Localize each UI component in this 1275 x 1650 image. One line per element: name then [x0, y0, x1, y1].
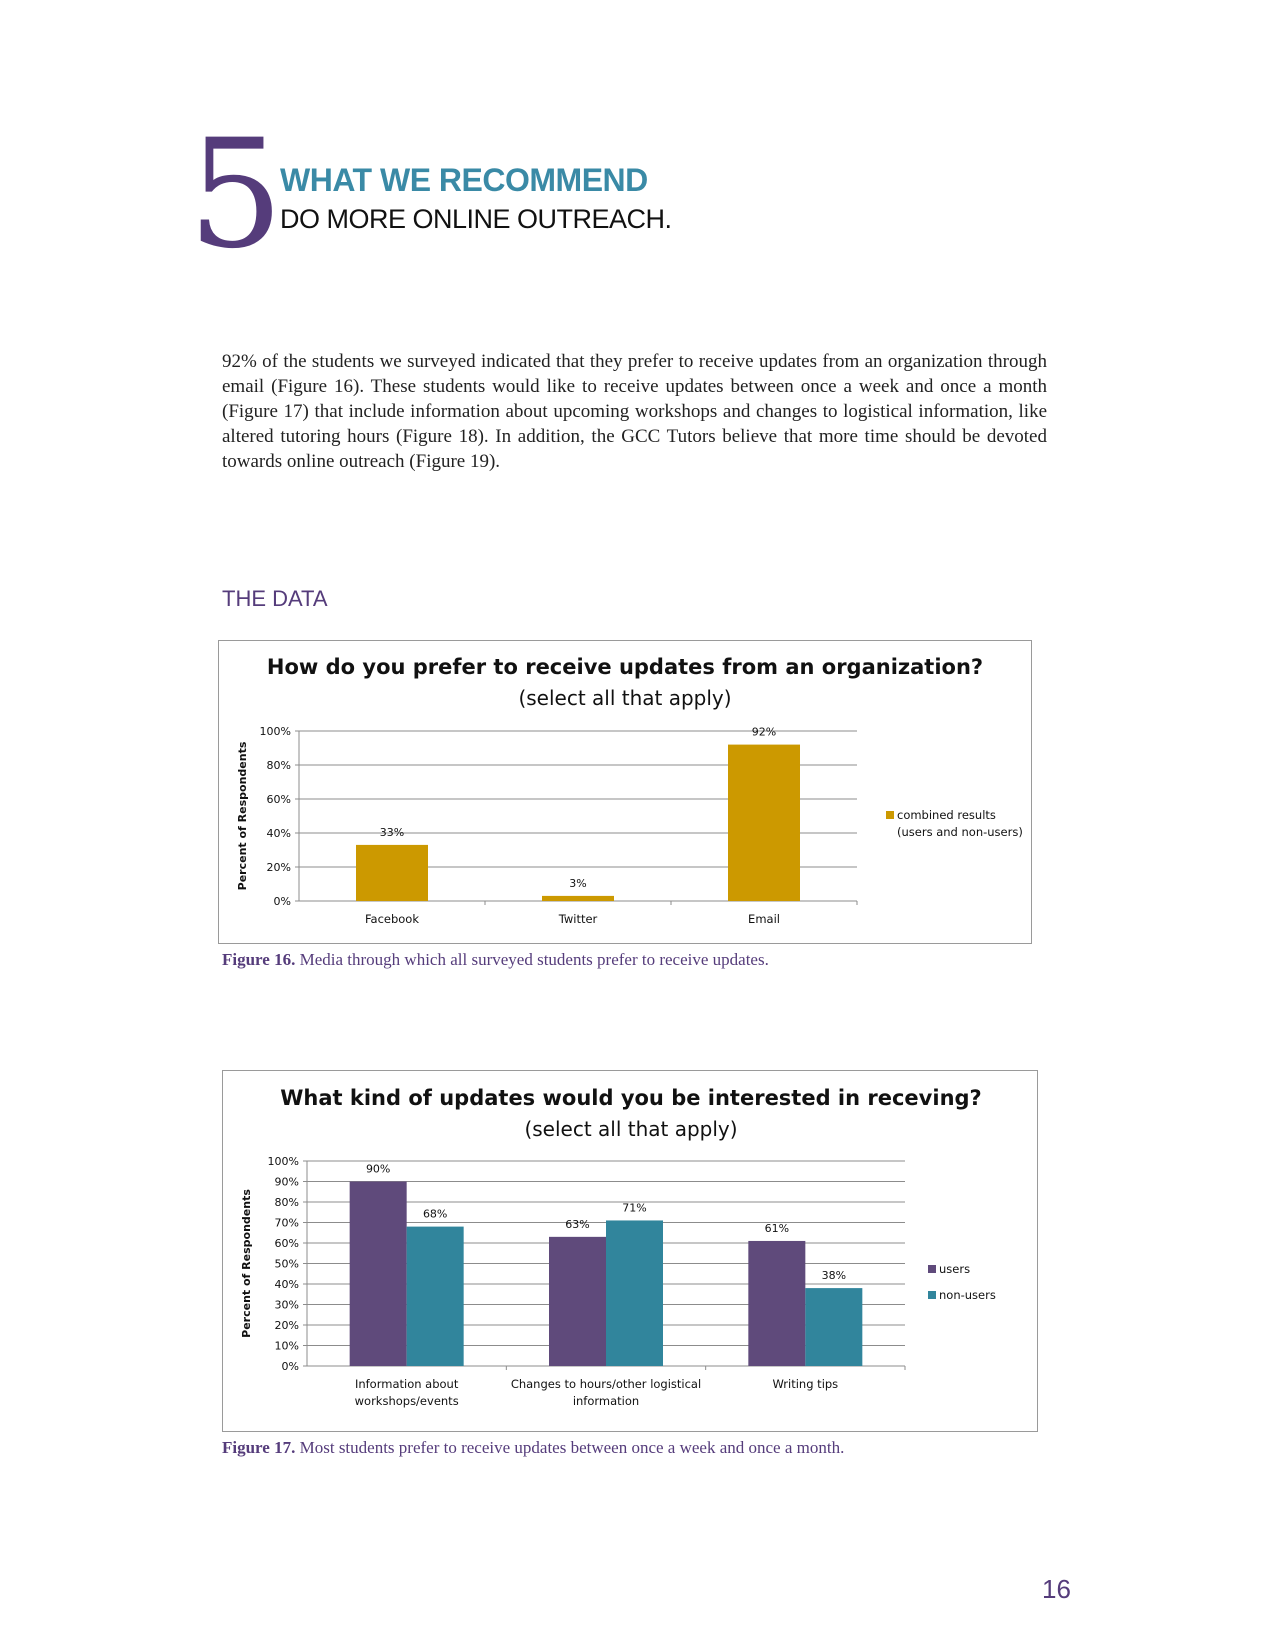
caption-17-label: Figure 17.	[222, 1438, 296, 1457]
section-number: 5	[188, 108, 284, 282]
y-tick-label: 60%	[274, 1237, 299, 1250]
bar-combined-2	[542, 896, 614, 901]
data-label: 33%	[379, 825, 405, 839]
data-label: 3%	[569, 876, 587, 890]
legend-label: combined results	[897, 808, 996, 822]
chart-17-svg	[223, 1071, 1037, 1431]
page-number: 16	[1042, 1574, 1071, 1604]
bar-combined-3	[728, 745, 800, 901]
x-tick-label: Facebook	[364, 912, 420, 926]
x-tick-label: Twitter	[558, 912, 598, 926]
y-tick-label: 60%	[266, 793, 291, 806]
y-tick-label: 100%	[267, 1155, 299, 1168]
legend-swatch	[928, 1265, 936, 1273]
chart-subtitle: (select all that apply)	[518, 686, 732, 710]
legend-label: non-users	[939, 1288, 996, 1302]
data-label: 71%	[622, 1201, 647, 1215]
y-tick-label: 40%	[266, 827, 291, 840]
chart-title: What kind of updates would you be interested in receving?	[280, 1086, 982, 1110]
y-tick-label: 80%	[274, 1196, 299, 1209]
y-tick-label: 40%	[274, 1278, 299, 1291]
data-heading: THE DATA	[222, 586, 328, 611]
x-tick-label: workshops/events	[354, 1394, 459, 1408]
caption-figure-16	[222, 950, 769, 970]
legend-label: users	[939, 1262, 971, 1276]
x-tick-label: Writing tips	[772, 1377, 839, 1391]
legend-label: (users and non-users)	[897, 825, 1023, 839]
data-label: 38%	[821, 1269, 847, 1283]
bar-non-users-3	[805, 1288, 862, 1366]
bar-non-users-1	[407, 1227, 464, 1366]
legend-swatch	[928, 1291, 936, 1299]
y-tick-label: 50%	[274, 1257, 299, 1271]
data-label: 92%	[751, 725, 777, 739]
y-tick-label: 80%	[266, 759, 291, 772]
x-tick-label: Email	[748, 912, 780, 926]
x-tick-label: Changes to hours/other logistical	[510, 1377, 702, 1391]
caption-16-text: Media through which all surveyed students prefer to receive updates.	[299, 950, 769, 969]
section-title: WHAT WE RECOMMEND	[280, 162, 648, 198]
caption-17-text: Most students prefer to receive updates between once a week and once a month.	[299, 1438, 845, 1457]
y-tick-label: 70%	[274, 1216, 299, 1230]
caption-figure-17	[222, 1438, 844, 1458]
y-tick-label: 20%	[274, 1319, 299, 1332]
y-axis-label: Percent of Respondents	[236, 741, 249, 891]
data-label: 63%	[565, 1217, 590, 1231]
caption-16-label: Figure 16.	[222, 950, 296, 969]
y-tick-label: 0%	[273, 895, 291, 908]
y-tick-label: 100%	[259, 725, 291, 738]
bar-users-1	[350, 1182, 407, 1367]
data-label: 61%	[764, 1221, 790, 1235]
chart-title: How do you prefer to receive updates from an organization?	[266, 655, 984, 679]
bar-users-3	[748, 1241, 805, 1366]
bar-users-2	[549, 1237, 606, 1366]
chart-figure-16	[218, 640, 1032, 944]
y-tick-label: 0%	[281, 1360, 299, 1373]
data-label: 90%	[365, 1162, 391, 1176]
y-tick-label: 90%	[274, 1175, 299, 1189]
intro-paragraph: 92% of the students we surveyed indicated that they prefer to receive updates from an organization through email (Figure 16). These students would like to receive updates between once a week and once a month (Figure 17) that include information about upcoming workshops and changes to logistical information, like altered tutoring hours (Figure 18). In addition, the GCC Tutors believe that more time should be devoted towards online outreach (Figure 19).	[222, 351, 1047, 472]
y-tick-label: 20%	[266, 861, 291, 874]
x-tick-label: information	[572, 1394, 640, 1408]
bar-non-users-2	[606, 1220, 663, 1366]
section-subtitle: DO MORE ONLINE OUTREACH.	[280, 204, 672, 234]
chart-subtitle: (select all that apply)	[524, 1117, 738, 1141]
chart-16-svg	[219, 641, 1031, 943]
y-tick-label: 30%	[274, 1298, 299, 1312]
x-tick-label: Information about	[354, 1377, 459, 1391]
data-label: 68%	[422, 1207, 448, 1221]
bar-combined-1	[356, 845, 428, 901]
y-tick-label: 10%	[274, 1339, 299, 1353]
chart-figure-17	[222, 1070, 1038, 1432]
legend-swatch	[886, 811, 894, 819]
y-axis-label: Percent of Respondents	[240, 1189, 253, 1338]
